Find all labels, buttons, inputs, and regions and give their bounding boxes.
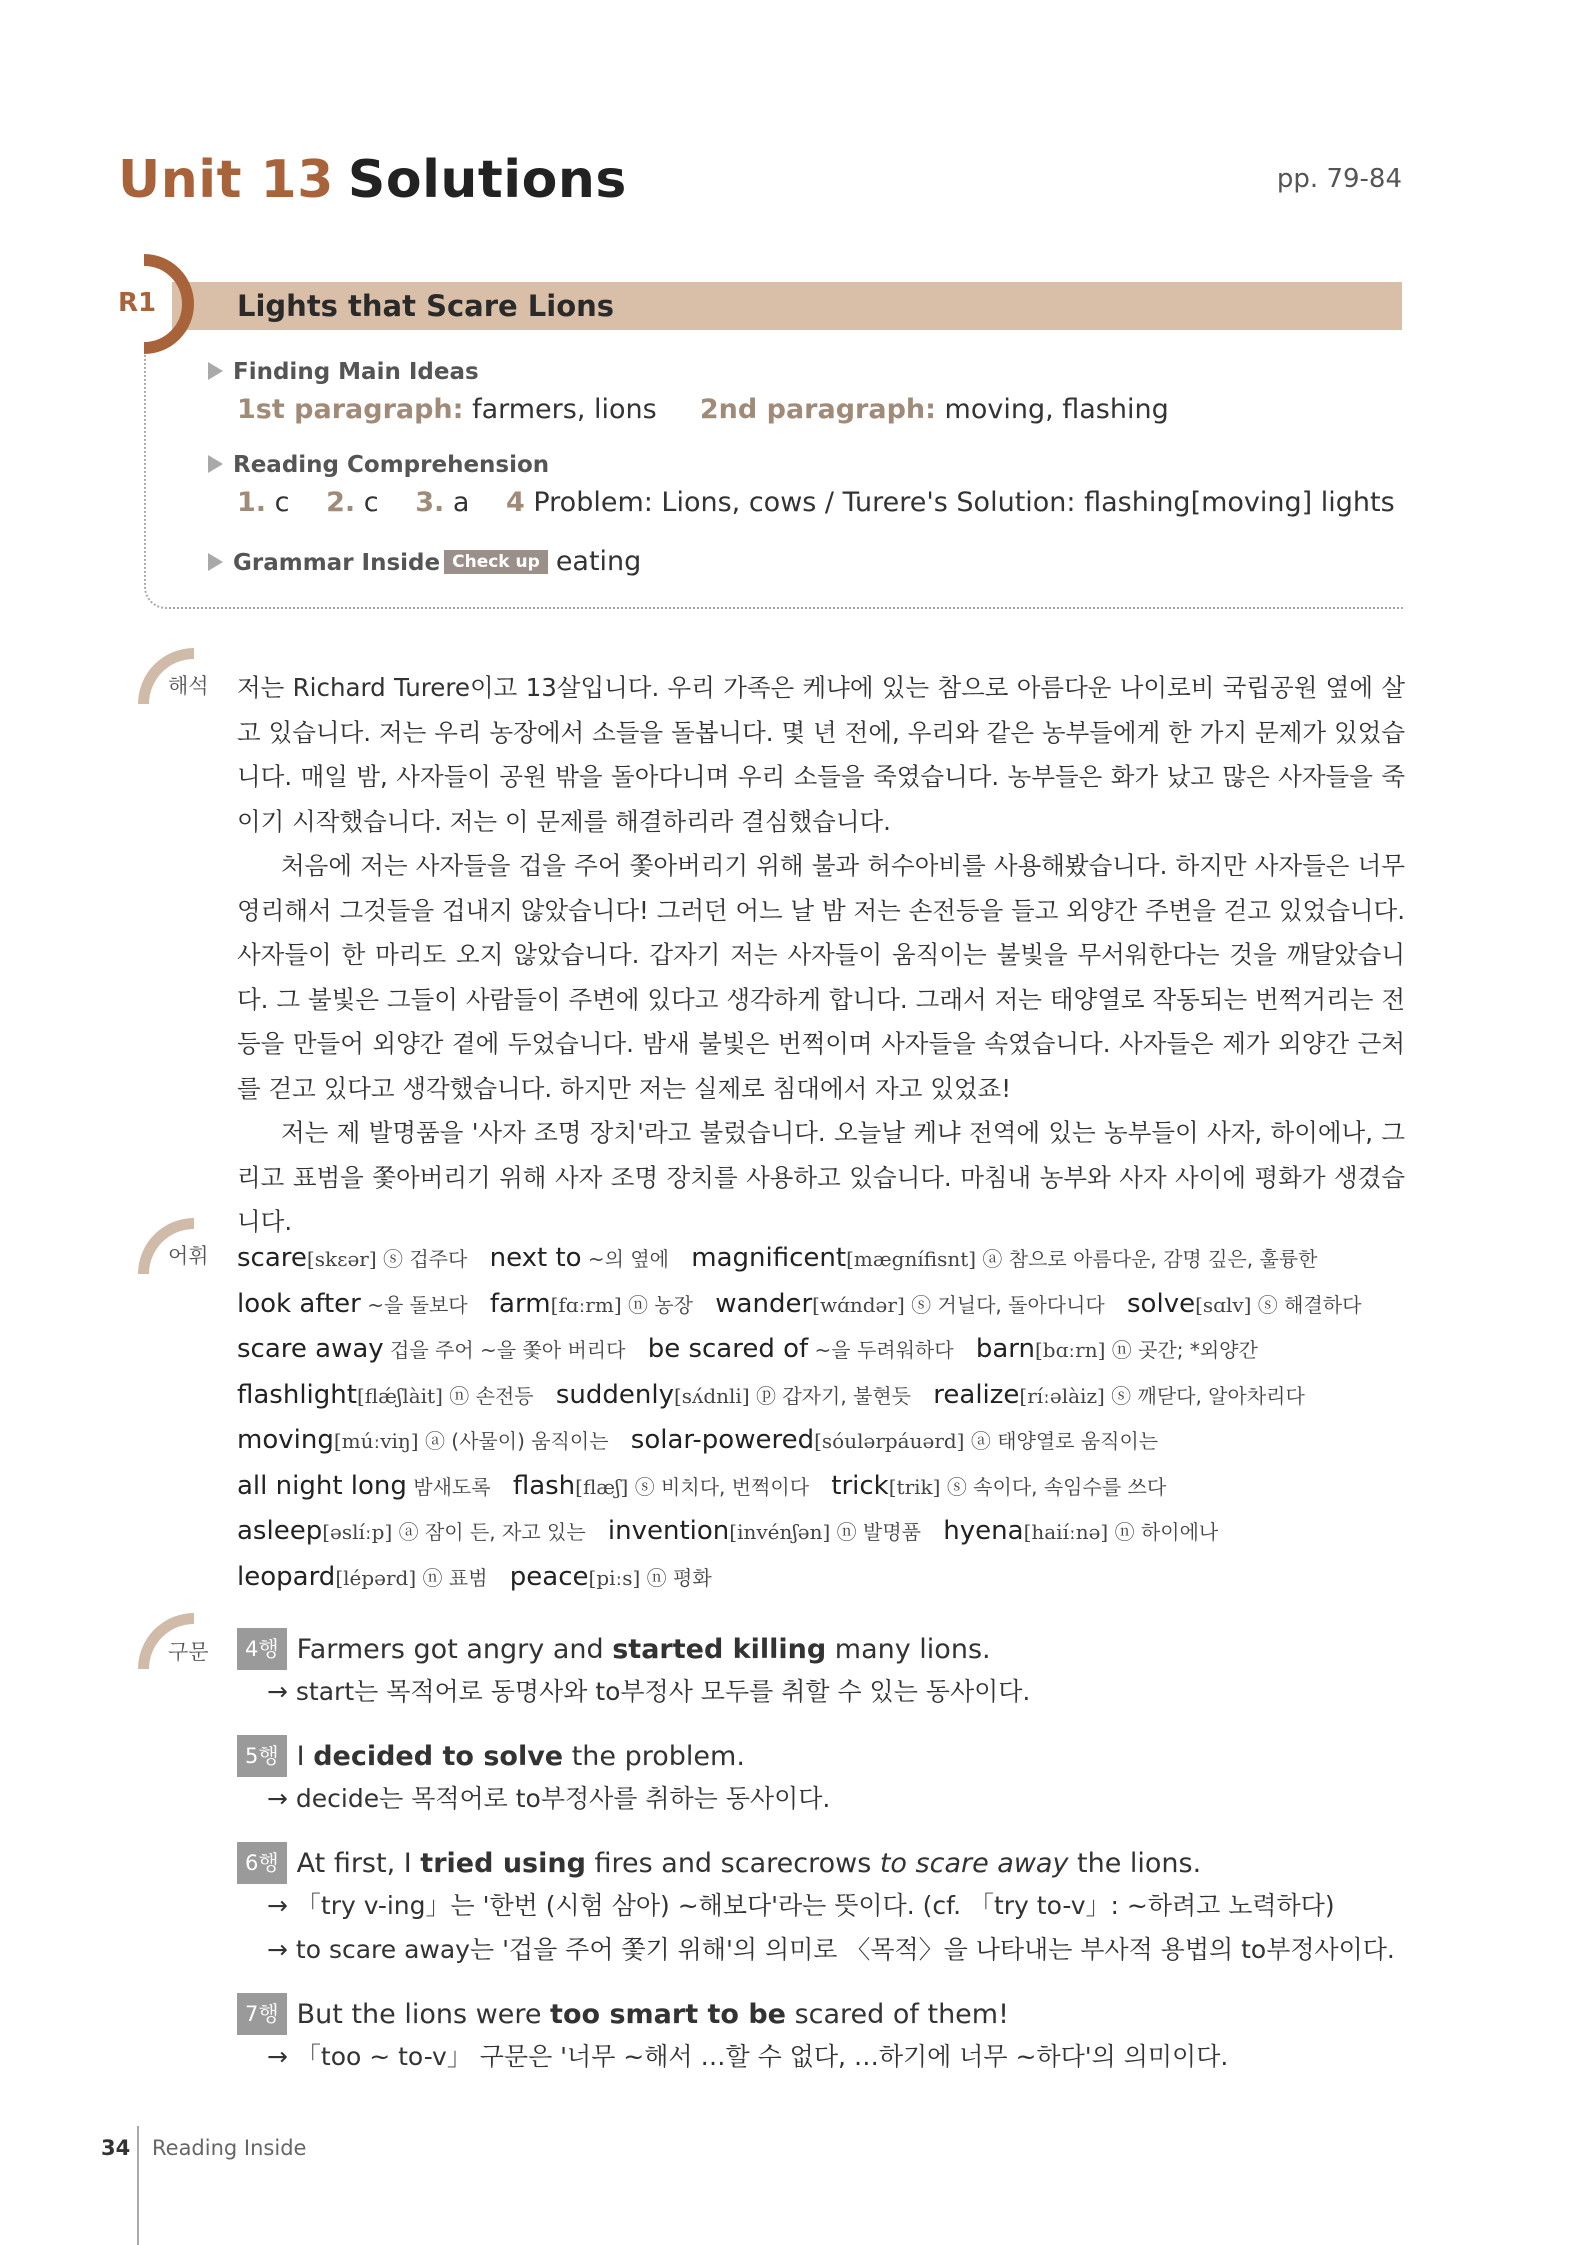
vocab-meaning: ⓐ 태양열로 움직이는: [964, 1429, 1159, 1453]
vocab-pronunciation: [trik]: [888, 1474, 941, 1499]
paragraph-2-answer: moving, flashing: [944, 394, 1169, 425]
sentence-fragment: decided to solve: [313, 1741, 564, 1772]
vocab-word: invention: [607, 1516, 730, 1546]
triangle-bullet-icon: [208, 362, 223, 380]
paragraph-1-answer: farmers, lions: [472, 394, 657, 425]
vocab-pronunciation: [sɑlv]: [1195, 1292, 1252, 1317]
vocab-entry: [691, 1243, 1317, 1273]
translation-paragraph: 저는 제 발명품을 '사자 조명 장치'라고 불렀습니다. 오늘날 케냐 전역에 있는 농부들이 사자, 하이에나, 그리고 표범을 쫓아버리기 위해 사자 조명 장치를 사용하고 있습니다. 마침내 농부와 사자 사이에 평화가 생겼습니다.: [237, 1118, 1405, 1236]
grammar-inside-heading: Grammar Inside Check up eating: [208, 546, 641, 577]
vocab-pronunciation: [mægnífisnt]: [846, 1247, 977, 1271]
vocab-word: scare away: [237, 1334, 384, 1364]
unit-label: Unit 13: [118, 150, 334, 210]
vocab-pronunciation: [wɑ́ndər]: [812, 1292, 905, 1317]
paragraph-2-label: 2nd paragraph: [699, 394, 926, 425]
vocab-pronunciation: [invénʃən]: [729, 1520, 831, 1544]
sentence-fragment: many lions.: [826, 1634, 991, 1665]
line-number-badge: 6행: [237, 1842, 287, 1884]
vocab-word: suddenly: [555, 1379, 674, 1410]
sentence-fragment: the problem.: [563, 1741, 745, 1772]
vocab-entry: [648, 1334, 954, 1364]
vocab-meaning: ⓝ 손전등: [442, 1383, 534, 1408]
page-range: pp. 79-84: [1276, 164, 1402, 194]
vocab-meaning: ⓝ 하이에나: [1108, 1520, 1219, 1544]
grammar-explanation: → decide는 목적어로 to부정사를 취하는 동사이다.: [267, 1784, 831, 1813]
vocab-entry: [237, 1471, 491, 1501]
vocab-meaning: 밤새도록: [406, 1474, 491, 1499]
sentence-fragment: started killing: [612, 1634, 827, 1665]
grammar-note: [237, 1735, 1405, 1821]
triangle-bullet-icon: [208, 455, 223, 473]
vocab-meaning: ~의 옆에: [581, 1247, 669, 1271]
vocab-meaning: ⓢ 비치다, 번쩍이다: [628, 1474, 810, 1499]
vocab-meaning: ⓢ 속이다, 속임수를 쓰다: [940, 1474, 1167, 1499]
vocab-meaning: ⓢ 깨닫다, 알아차리다: [1104, 1383, 1305, 1408]
vocab-entry: [237, 1425, 609, 1455]
vocab-pronunciation: [sóulərpáuərd]: [814, 1429, 965, 1453]
vocab-meaning: ⓝ 평화: [640, 1565, 712, 1590]
grammar-sentence: [237, 1735, 1405, 1777]
vocab-pronunciation: [múːviŋ]: [333, 1429, 419, 1453]
vocab-entry: [490, 1289, 693, 1319]
r1-title: Lights that Scare Lions: [237, 289, 615, 323]
translation-label: 해석: [168, 674, 209, 698]
main-ideas-answers: 1st paragraph: farmers, lions 2nd paragraph: moving, flashing: [237, 394, 1169, 425]
vocab-word: flash: [512, 1470, 576, 1501]
grammar-explanation: → to scare away는 '겁을 주어 쫓기 위해'의 의미로 〈목적〉을 나타내는 부사적 용법의 to부정사이다.: [267, 1935, 1395, 1964]
vocab-word: all night long: [237, 1470, 407, 1501]
sentence-fragment: fires and scarecrows: [585, 1848, 880, 1879]
paragraph-1-label: 1st paragraph: [237, 394, 453, 425]
vocab-meaning: ⓝ 농장: [621, 1292, 693, 1317]
sentence-fragment: too smart to be: [550, 1999, 786, 2030]
sentence-fragment: Farmers got angry and: [296, 1634, 613, 1665]
translation-paragraph: 처음에 저는 사자들을 겁을 주어 쫓아버리기 위해 불과 허수아비를 사용해봤습니다. 하지만 사자들은 너무 영리해서 그것들을 겁내지 않았습니다! 그러던 어느 날 밤 저는 손전등을 들고 외양간 주변을 걷고 있었습니다. 사자들이 한 마리도 오지 않았습니다. 갑자기 저는 사자들이 움직이는 불빛을 무서워한다는 것을 깨달았습니다. 그 불빛은 그들이 사람들이 주변에 있다고 생각하게 합니다. 그래서 저는 태양열로 작동되는 번쩍거리는 전등을 만들어 외양간 곁에 두었습니다. 밤새 불빛은 번쩍이며 사자들을 속였습니다. 사자들은 제가 외양간 근처를 걷고 있다고 생각했습니다. 하지만 저는 실제로 침대에서 자고 있었죠!: [237, 851, 1405, 1103]
translation-paragraph: 저는 Richard Turere이고 13살입니다. 우리 가족은 케냐에 있는 참으로 아름다운 나이로비 국립공원 옆에 살고 있습니다. 저는 우리 농장에서 소들을 돌봅니다. 몇 년 전에, 우리와 같은 농부들에게 한 가지 문제가 있었습니다. 매일 밤, 사자들이 공원 밖을 돌아다니며 우리 소들을 죽였습니다. 농부들은 화가 났고 많은 사자들을 죽이기 시작했습니다. 저는 이 문제를 해결하리라 결심했습니다.: [237, 673, 1405, 836]
grammar-note: [237, 1842, 1405, 1972]
vocab-entry: [556, 1380, 911, 1410]
vocab-meaning: ⓢ 해결하다: [1251, 1292, 1362, 1317]
sentence-fragment: the lions.: [1068, 1848, 1202, 1879]
vocab-pronunciation: [haiíːnə]: [1023, 1520, 1109, 1544]
vocab-pronunciation: [əslíːp]: [322, 1520, 393, 1544]
vocab-entry: [237, 1562, 488, 1592]
grammar-explanation: → start는 목적어로 동명사와 to부정사 모두를 취할 수 있는 동사이다.: [267, 1677, 1031, 1706]
vocab-entry: [513, 1471, 809, 1501]
vocab-entry: [237, 1516, 586, 1546]
footer-divider: [137, 2126, 139, 2245]
vocab-pronunciation: [piːs]: [588, 1565, 641, 1590]
check-up-badge: Check up: [444, 550, 548, 574]
translation-text: [237, 666, 1405, 1245]
vocab-entry: [933, 1380, 1305, 1410]
vocab-word: magnificent: [691, 1243, 847, 1273]
sentence-fragment: to scare away: [879, 1848, 1069, 1879]
vocab-entry: [831, 1471, 1166, 1501]
vocab-entry: [943, 1516, 1218, 1546]
vocab-meaning: ⓝ 표범: [416, 1565, 488, 1590]
vocab-word: look after: [237, 1288, 361, 1319]
vocab-meaning: ⓢ 겁주다: [376, 1247, 468, 1271]
vocab-meaning: ⓐ 참으로 아름다운, 감명 깊은, 훌륭한: [976, 1247, 1318, 1271]
grammar-explanation: → 「try v-ing」는 '한번 (시험 삼아) ~해보다'라는 뜻이다. (cf. 「try to-v」: ~하려고 노력하다): [267, 1891, 1335, 1920]
vocab-entry: [631, 1425, 1158, 1455]
r1-label: R1: [118, 288, 157, 318]
vocab-meaning: 겁을 주어 ~을 쫓아 버리다: [383, 1338, 626, 1362]
vocab-pronunciation: [sʌ́dnli]: [673, 1383, 750, 1408]
reading-comprehension-heading: Reading Comprehension: [208, 452, 549, 478]
vocab-meaning: ~을 돌보다: [360, 1292, 468, 1317]
vocab-word: peace: [509, 1561, 589, 1592]
vocab-word: flashlight: [237, 1379, 357, 1410]
vocab-meaning: ⓐ (사물이) 움직이는: [418, 1429, 609, 1453]
vocab-entry: [976, 1334, 1258, 1364]
grammar-note: [237, 1993, 1405, 2079]
sentence-fragment: But the lions were: [296, 1999, 551, 2030]
unit-title: [118, 150, 627, 210]
line-number-badge: 4행: [237, 1628, 287, 1670]
vocab-word: asleep: [237, 1516, 323, 1546]
vocab-word: wander: [715, 1288, 813, 1319]
vocab-word: scare: [237, 1243, 307, 1273]
sentence-fragment: tried using: [420, 1848, 586, 1879]
vocab-entry: [237, 1334, 625, 1364]
grammar-sentence: [237, 1628, 1405, 1670]
vocab-meaning: ⓐ 잠이 든, 자고 있는: [392, 1520, 586, 1544]
vocab-pronunciation: [fɑːrm]: [550, 1292, 622, 1317]
vocab-word: leopard: [237, 1561, 336, 1592]
vocabulary-label: 어휘: [168, 1244, 209, 1268]
vocab-word: next to: [489, 1243, 582, 1273]
vocab-word: hyena: [943, 1516, 1024, 1546]
line-number-badge: 7행: [237, 1993, 287, 2035]
grammar-label: 구문: [168, 1640, 209, 1664]
vocab-word: moving: [237, 1425, 334, 1455]
vocab-meaning: ⓝ 발명품: [830, 1520, 922, 1544]
vocab-word: farm: [489, 1288, 551, 1319]
page-number: 34: [101, 2136, 131, 2160]
vocab-pronunciation: [flæʃ]: [575, 1474, 629, 1499]
grammar-inside-answer: eating: [555, 546, 642, 577]
sentence-fragment: At first, I: [296, 1848, 421, 1879]
vocab-entry: [237, 1289, 468, 1319]
triangle-bullet-icon: [208, 553, 223, 571]
comprehension-answers: 1. c 2. c 3. a 4 Problem: Lions, cows / Turere's Solution: flashing[moving] lights: [237, 487, 1395, 518]
vocab-pronunciation: [skɛər]: [306, 1247, 377, 1271]
vocab-pronunciation: [bɑːrn]: [1035, 1338, 1106, 1362]
line-number-badge: 5행: [237, 1735, 287, 1777]
vocab-word: trick: [831, 1470, 889, 1501]
vocab-entry: [490, 1243, 669, 1273]
vocab-word: realize: [933, 1379, 1020, 1410]
unit-name: Solutions: [347, 150, 627, 210]
vocab-word: be scared of: [647, 1334, 809, 1364]
finding-main-ideas-heading: Finding Main Ideas: [208, 359, 479, 385]
grammar-note: [237, 1628, 1405, 1714]
sentence-fragment: I: [296, 1741, 314, 1772]
grammar-sentence: [237, 1842, 1405, 1884]
vocab-entry: [510, 1562, 712, 1592]
vocab-entry: [715, 1289, 1104, 1319]
vocab-entry: [1127, 1289, 1361, 1319]
vocab-entry: [237, 1380, 534, 1410]
grammar-explanation: → 「too ~ to-v」 구문은 '너무 ~해서 …할 수 없다, …하기에 너무 ~하다'의 의미이다.: [267, 2042, 1229, 2071]
vocab-word: barn: [975, 1334, 1035, 1364]
sentence-fragment: scared of them!: [786, 1999, 1009, 2030]
grammar-sentence: [237, 1993, 1405, 2035]
vocab-meaning: ⓟ 갑자기, 불현듯: [749, 1383, 911, 1408]
vocab-pronunciation: [flǽʃlàit]: [356, 1383, 443, 1408]
book-title: Reading Inside: [152, 2136, 307, 2160]
vocab-pronunciation: [ríːəlàiz]: [1019, 1383, 1105, 1408]
vocabulary-list: [237, 1236, 1405, 1600]
vocab-entry: [237, 1243, 467, 1273]
vocab-word: solar-powered: [630, 1425, 815, 1455]
vocab-word: solve: [1127, 1288, 1196, 1319]
vocab-meaning: ~을 두려워하다: [808, 1338, 954, 1362]
vocab-meaning: ⓝ 곳간; *외양간: [1105, 1338, 1258, 1362]
vocab-entry: [608, 1516, 921, 1546]
vocab-meaning: ⓢ 거닐다, 돌아다니다: [904, 1292, 1105, 1317]
vocab-pronunciation: [lépərd]: [335, 1565, 417, 1590]
